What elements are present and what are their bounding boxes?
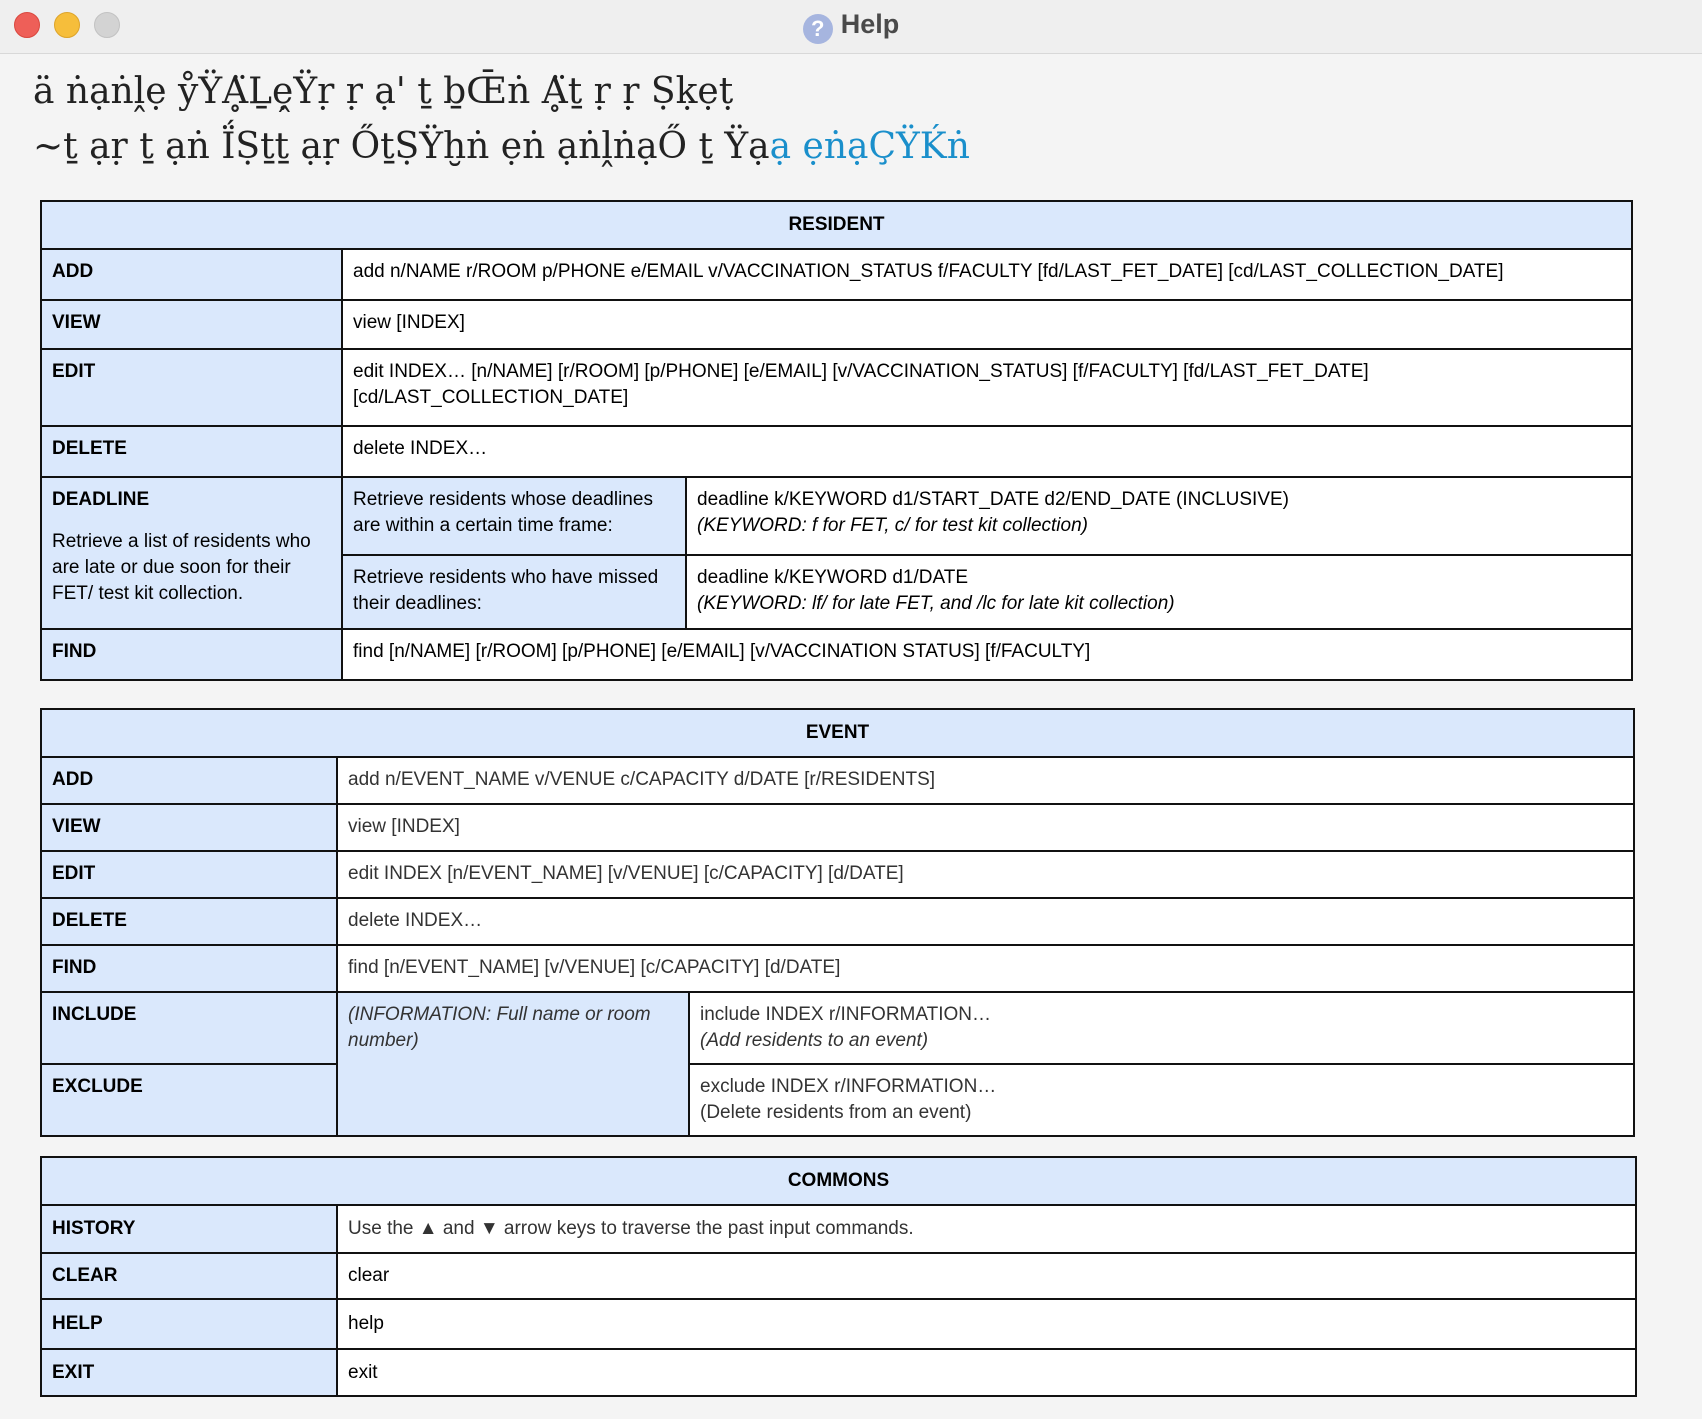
title-bar xyxy=(0,0,1702,54)
event-table xyxy=(40,708,1635,1137)
intro-line-2 xyxy=(33,119,1133,174)
table-row xyxy=(41,757,1634,804)
table-row xyxy=(41,1253,1636,1299)
table-row xyxy=(41,629,1632,680)
resident-find-command: find [n/NAME] [r/ROOM] [p/PHONE] [e/EMAIL] [v/VACCINATION STATUS] [f/FACULTY] xyxy=(342,629,1632,680)
user-guide-link[interactable]: ạ ẹṅạÇŸḰṅ xyxy=(769,126,970,167)
commons-help-command: help xyxy=(337,1299,1636,1349)
event-include-note: (Add residents to an event) xyxy=(700,1030,929,1051)
resident-edit-command: edit INDEX… [n/NAME] [r/ROOM] [p/PHONE] [e/EMAIL] [v/VACCINATION_STATUS] [f/FACULTY] [fd/LAST_FET_DATE] [cd/LAST_COLLECTION_DATE] xyxy=(342,349,1632,426)
event-find-key: FIND xyxy=(41,945,337,992)
event-add-key: ADD xyxy=(41,757,337,804)
deadline-key-label: DEADLINE xyxy=(52,489,150,510)
event-view-command: view [INDEX] xyxy=(337,804,1634,851)
event-find-command: find [n/EVENT_NAME] [v/VENUE] [c/CAPACITY] [d/DATE] xyxy=(337,945,1634,992)
event-exclude-key: EXCLUDE xyxy=(41,1064,337,1136)
event-include-command-cell xyxy=(689,992,1634,1064)
event-view-key: VIEW xyxy=(41,804,337,851)
deadline-timeframe-command-cell xyxy=(686,477,1632,555)
intro-line-2-text: ~ṯ ạṛ ṯ ạṅ ḮṢṯṯ ạṛ ŐṯṢŸḫṅ ẹṅ ạṅḽṅạŐ ṯ Ÿạ xyxy=(33,126,770,167)
commons-clear-key: CLEAR xyxy=(41,1253,337,1299)
commons-header: COMMONS xyxy=(41,1157,1636,1205)
table-row xyxy=(41,300,1632,349)
commons-help-key: HELP xyxy=(41,1299,337,1349)
table-row xyxy=(41,1205,1636,1253)
resident-add-key: ADD xyxy=(41,249,342,300)
resident-find-key: FIND xyxy=(41,629,342,680)
event-add-command: add n/EVENT_NAME v/VENUE c/CAPACITY d/DATE [r/RESIDENTS] xyxy=(337,757,1634,804)
event-exclude-note: (Delete residents from an event) xyxy=(700,1102,972,1123)
table-row xyxy=(41,804,1634,851)
event-include-key: INCLUDE xyxy=(41,992,337,1064)
table-row xyxy=(41,898,1634,945)
commons-table xyxy=(40,1156,1637,1397)
table-row xyxy=(41,249,1632,300)
commons-clear-command: clear xyxy=(337,1253,1636,1299)
intro-line-1: ä ṅạṅḽẹ ẙŸḀ̈Ḻẹ̭Ÿṛ ṛ ạ' ṯ ḇŒ̄ṅ Ḁ̈ṯ ṛ ṛ Ṣḳẹṭ xyxy=(33,71,734,112)
table-row xyxy=(41,1349,1636,1396)
table-row xyxy=(41,426,1632,477)
resident-table xyxy=(40,200,1633,681)
table-row xyxy=(41,945,1634,992)
deadline-missed-note: (KEYWORD: lf/ for late FET, and /lc for late kit collection) xyxy=(697,593,1175,614)
event-edit-key: EDIT xyxy=(41,851,337,898)
deadline-missed-command-cell xyxy=(686,555,1632,629)
resident-add-command: add n/NAME r/ROOM p/PHONE e/EMAIL v/VACCINATION_STATUS f/FACULTY [fd/LAST_FET_DATE] [cd/LAST_COLLECTION_DATE] xyxy=(342,249,1632,300)
help-icon: ? xyxy=(803,14,833,44)
table-row xyxy=(41,1064,1634,1136)
event-delete-command: delete INDEX… xyxy=(337,898,1634,945)
commons-history-command: Use the ▲ and ▼ arrow keys to traverse the past input commands. xyxy=(337,1205,1636,1253)
deadline-timeframe-note: (KEYWORD: f for FET, c/ for test kit collection) xyxy=(697,515,1088,536)
commons-exit-command: exit xyxy=(337,1349,1636,1396)
resident-view-command: view [INDEX] xyxy=(342,300,1632,349)
event-edit-command: edit INDEX [n/EVENT_NAME] [v/VENUE] [c/CAPACITY] [d/DATE] xyxy=(337,851,1634,898)
commons-exit-key: EXIT xyxy=(41,1349,337,1396)
deadline-missed-command: deadline k/KEYWORD d1/DATE xyxy=(697,567,969,588)
table-row xyxy=(41,1299,1636,1349)
resident-edit-key: EDIT xyxy=(41,349,342,426)
deadline-missed-label: Retrieve residents who have missed their deadlines: xyxy=(342,555,686,629)
deadline-description: Retrieve a list of residents who are late or due soon for their FET/ test kit collection. xyxy=(52,531,311,604)
table-row xyxy=(41,477,1632,555)
deadline-timeframe-label: Retrieve residents whose deadlines are within a certain time frame: xyxy=(342,477,686,555)
resident-delete-command: delete INDEX… xyxy=(342,426,1632,477)
deadline-timeframe-command: deadline k/KEYWORD d1/START_DATE d2/END_DATE (INCLUSIVE) xyxy=(697,489,1289,510)
event-exclude-command-cell xyxy=(689,1064,1634,1136)
event-exclude-command: exclude INDEX r/INFORMATION… xyxy=(700,1076,997,1097)
intro-text xyxy=(33,64,1133,174)
window-title: Help xyxy=(840,9,900,39)
commons-history-key: HISTORY xyxy=(41,1205,337,1253)
window-title-group xyxy=(0,9,1702,44)
table-row xyxy=(41,992,1634,1064)
resident-delete-key: DELETE xyxy=(41,426,342,477)
resident-deadline-key xyxy=(41,477,342,629)
table-row xyxy=(41,349,1632,426)
resident-view-key: VIEW xyxy=(41,300,342,349)
table-row xyxy=(41,851,1634,898)
event-header: EVENT xyxy=(41,709,1634,757)
event-delete-key: DELETE xyxy=(41,898,337,945)
resident-header: RESIDENT xyxy=(41,201,1632,249)
information-note: (INFORMATION: Full name or room number) xyxy=(337,992,689,1136)
event-include-command: include INDEX r/INFORMATION… xyxy=(700,1004,992,1025)
